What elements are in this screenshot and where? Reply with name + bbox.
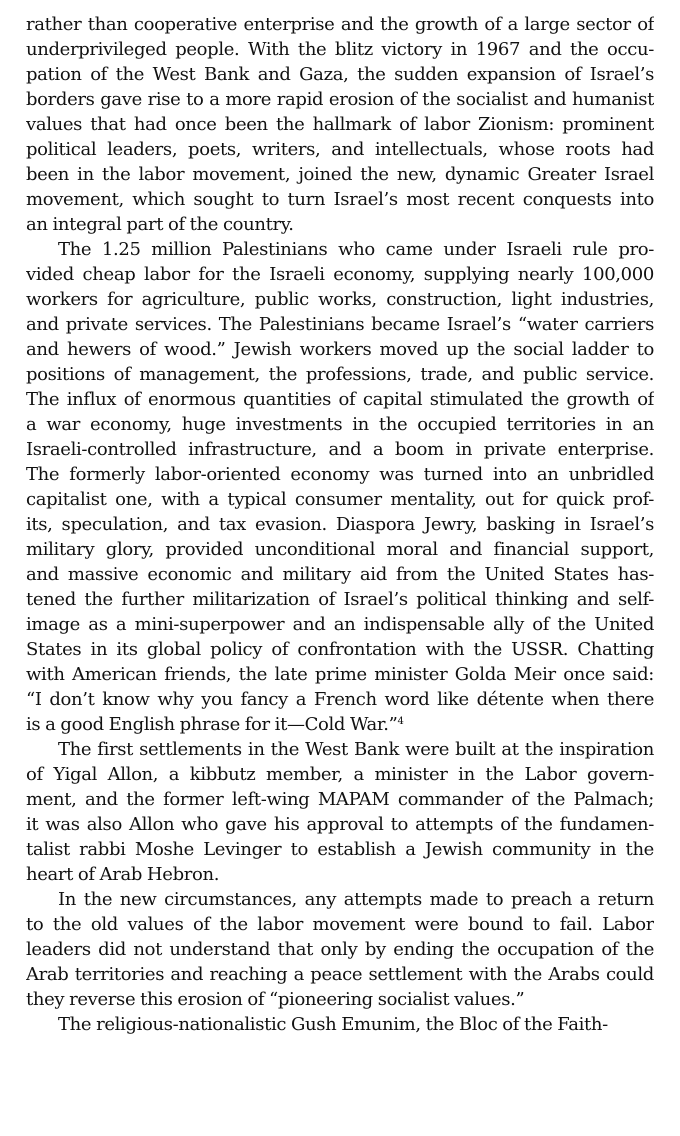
text-line: vided cheap labor for the Israeli economy, supplying nearly 100,000	[26, 264, 654, 285]
text-line: it was also Allon who gave his approval to attempts of the fundamen-	[26, 814, 654, 835]
text-line: heart of Arab Hebron.	[26, 864, 220, 885]
text-line: leaders did not understand that only by ending the occupation of the	[26, 939, 654, 960]
text-line: rather than cooperative enterprise and the growth of a large sector of	[26, 14, 654, 35]
text-line: a war economy, huge investments in the occupied territories in an	[26, 414, 654, 435]
text-line: an integral part of the country.	[26, 214, 294, 235]
text-line: to the old values of the labor movement were bound to fail. Labor	[26, 914, 654, 935]
text-line: values that had once been the hallmark of labor Zionism: prominent	[26, 114, 654, 135]
footnote-marker: 4	[397, 716, 404, 727]
text-line: positions of management, the professions, trade, and public service.	[26, 364, 654, 385]
text-line: military glory, provided unconditional moral and financial support,	[26, 539, 654, 560]
text-line: of Yigal Allon, a kibbutz member, a minister in the Labor govern-	[26, 764, 654, 785]
paragraph	[26, 737, 654, 887]
text-line: capitalist one, with a typical consumer mentality, out for quick prof-	[26, 489, 654, 510]
text-line: political leaders, poets, writers, and intellectuals, whose roots had	[26, 139, 654, 160]
text-line: borders gave rise to a more rapid erosion of the socialist and humanist	[26, 89, 654, 110]
text-line: talist rabbi Moshe Levinger to establish a Jewish community in the	[26, 839, 654, 860]
text-line: ment, and the former left-wing MAPAM commander of the Palmach;	[26, 789, 654, 810]
text-line: workers for agriculture, public works, construction, light industries,	[26, 289, 654, 310]
text-line: “I don’t know why you fancy a French word like détente when there	[26, 689, 654, 710]
text-line: tened the further militarization of Israel’s political thinking and self-	[26, 589, 654, 610]
text-line: and private services. The Palestinians became Israel’s “water carriers	[26, 314, 654, 335]
text-line: The 1.25 million Palestinians who came under Israeli rule pro-	[58, 239, 654, 260]
text-line: image as a mini-superpower and an indispensable ally of the United	[26, 614, 654, 635]
text-line: The religious-nationalistic Gush Emunim, the Bloc of the Faith-	[58, 1014, 608, 1035]
text-line: and massive economic and military aid from the United States has-	[26, 564, 654, 585]
text-line: they reverse this erosion of “pioneering socialist values.”	[26, 989, 525, 1010]
text-line: underprivileged people. With the blitz victory in 1967 and the occu-	[26, 39, 654, 60]
paragraph	[26, 12, 654, 237]
text-line: Israeli-controlled infrastructure, and a boom in private enterprise.	[26, 439, 654, 460]
text-line: The influx of enormous quantities of capital stimulated the growth of	[26, 389, 654, 410]
text-line: Arab territories and reaching a peace settlement with the Arabs could	[26, 964, 654, 985]
text-line: been in the labor movement, joined the new, dynamic Greater Israel	[26, 164, 654, 185]
paragraph	[26, 1012, 654, 1037]
text-line: The first settlements in the West Bank were built at the inspiration	[58, 739, 654, 760]
document-page	[26, 12, 654, 1037]
text-line: and hewers of wood.” Jewish workers moved up the social ladder to	[26, 339, 654, 360]
text-line: pation of the West Bank and Gaza, the sudden expansion of Israel’s	[26, 64, 654, 85]
text-line: In the new circumstances, any attempts made to preach a return	[58, 889, 654, 910]
text-line: movement, which sought to turn Israel’s most recent conquests into	[26, 189, 654, 210]
text-line: States in its global policy of confrontation with the USSR. Chatting	[26, 639, 654, 660]
text-line: with American friends, the late prime minister Golda Meir once said:	[26, 664, 654, 685]
text-line: is a good English phrase for it—Cold War.”$^4$	[26, 714, 404, 735]
paragraph	[26, 237, 654, 737]
paragraph	[26, 887, 654, 1012]
text-line: its, speculation, and tax evasion. Diaspora Jewry, basking in Israel’s	[26, 514, 654, 535]
text-line: The formerly labor-oriented economy was turned into an unbridled	[26, 464, 654, 485]
